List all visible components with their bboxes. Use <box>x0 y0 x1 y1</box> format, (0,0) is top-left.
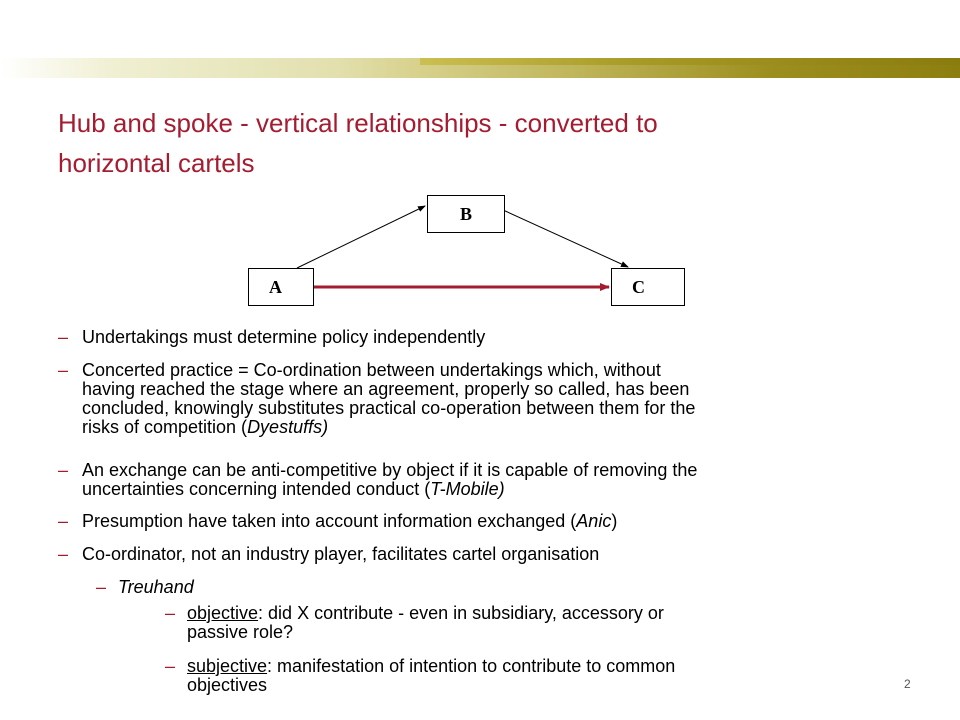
bullet-4-text <box>82 512 617 531</box>
bullet-dash: – <box>58 460 69 480</box>
subjective-description: : manifestation of intention to contribute to common <box>267 656 676 676</box>
slide-title-line-1: Hub and spoke - vertical relationships - converted to <box>58 108 658 138</box>
slide-title-line-2: horizontal cartels <box>58 148 255 178</box>
node-a <box>248 268 314 306</box>
sub-sub-bullet-subjective-line-2: objectives <box>187 675 268 695</box>
sub-sub-bullet-objective-text <box>187 604 664 642</box>
bullet-3-line-2 <box>82 480 697 499</box>
arrow-a-to-b <box>297 206 425 268</box>
bullet-1-text: Undertakings must determine policy independently <box>82 327 486 347</box>
bullet-2-line-4-text: risks of competition ( <box>82 417 248 437</box>
bullet-dash: – <box>165 603 176 623</box>
node-c <box>611 268 685 306</box>
bullet-2-line-2: having reached the stage where an agreement, properly so called, has been <box>82 379 690 399</box>
sub-sub-bullet-objective-line-2: passive role? <box>187 622 294 642</box>
node-b <box>427 195 505 233</box>
bullet-dash: – <box>58 327 69 347</box>
objective-description: : did X contribute - even in subsidiary, accessory or <box>258 603 664 623</box>
bullet-dash: – <box>58 360 69 380</box>
bullet-2-line-3: concluded, knowingly substitutes practical co-operation between them for the <box>82 398 696 418</box>
bullet-dash: – <box>58 544 69 564</box>
node-b-label: B <box>459 203 472 224</box>
bullet-5-text: Co-ordinator, not an industry player, facilitates cartel organisation <box>82 544 600 564</box>
node-a-label: A <box>269 276 282 297</box>
sub-sub-bullet-objective-line-1 <box>187 604 664 623</box>
bullet-dash: – <box>165 656 176 676</box>
case-name-dyestuffs: Dyestuffs) <box>247 417 329 437</box>
bullet-2-line-4 <box>82 418 695 437</box>
bullet-3-text <box>82 461 697 499</box>
bullet-dash: – <box>96 577 107 597</box>
sub-bullet-treuhand-text: Treuhand <box>118 577 194 597</box>
term-objective: objective <box>187 603 259 623</box>
bullet-3-line-2-text: uncertainties concerning intended conduct ( <box>82 479 431 499</box>
term-subjective: subjective <box>187 656 268 676</box>
arrow-b-to-c <box>503 210 628 267</box>
node-c-label: C <box>632 276 645 297</box>
bullet-dash: – <box>58 511 69 531</box>
sub-sub-bullet-subjective-text <box>187 657 675 695</box>
bullet-4-text-pre: Presumption have taken into account information exchanged ( <box>82 511 577 531</box>
bullet-3-line-1: An exchange can be anti-competitive by object if it is capable of removing the <box>82 460 698 480</box>
sub-sub-bullet-subjective-line-1 <box>187 657 675 676</box>
page-number: 2 <box>904 677 911 691</box>
case-name-anic: Anic <box>576 511 612 531</box>
bullet-2-line-1: Concerted practice = Co-ordination between undertakings which, without <box>82 360 661 380</box>
case-name-t-mobile: T-Mobile) <box>430 479 505 499</box>
bullet-4-text-post: ) <box>611 511 618 531</box>
bullet-2-text <box>82 361 695 437</box>
